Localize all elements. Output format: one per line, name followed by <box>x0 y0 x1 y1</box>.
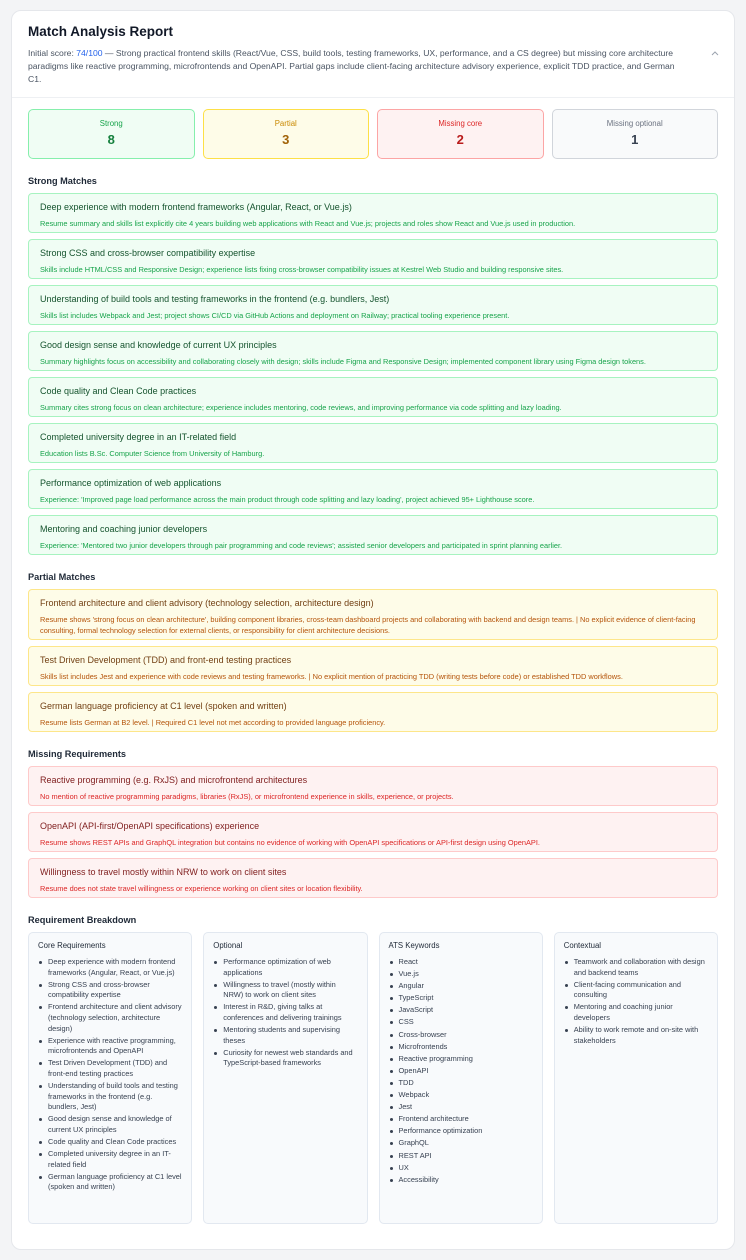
list-item: Curiosity for newest web standards and TypeScript-based frameworks <box>213 1048 357 1069</box>
strong-match-item <box>28 377 718 417</box>
match-title: Performance optimization of web applications <box>40 478 222 488</box>
match-title: Test Driven Development (TDD) and front-end testing practices <box>40 655 292 665</box>
report-summary <box>28 47 718 86</box>
strong-match-item <box>28 331 718 371</box>
core-requirements-list <box>38 957 182 1193</box>
keyword-item: TDD <box>389 1078 533 1089</box>
keyword-item: GraphQL <box>389 1138 533 1149</box>
keyword-item: Jest <box>389 1102 533 1113</box>
match-title: Willingness to travel mostly within NRW to work on client sites <box>40 867 287 877</box>
missing-requirements-heading: Missing Requirements <box>28 749 127 759</box>
list-item: Experience with reactive programming, microfrontends and OpenAPI <box>38 1036 182 1057</box>
keyword-item: Cross-browser <box>389 1030 533 1041</box>
stat-strong-value: 8 <box>107 132 115 147</box>
strong-match-item <box>28 515 718 555</box>
summary-text: — Strong practical frontend skills (React/Vue, CSS, build tools, testing frameworks, UX, performance, and a CS degree) but missing core architecture paradigms like reactive programming, microfrontends and OpenAPI. Partial gaps include client-facing architecture advisory experience, explicit TDD practice, and German C1. <box>28 48 675 84</box>
score-prefix: Initial score: <box>28 48 77 58</box>
keyword-item: Webpack <box>389 1090 533 1101</box>
requirement-breakdown <box>28 932 718 1224</box>
stat-missing-core-label: Missing core <box>438 119 483 128</box>
missing-requirement-item <box>28 858 718 898</box>
keyword-item: React <box>389 957 533 968</box>
ats-keywords-list <box>389 957 533 1185</box>
list-item: Good design sense and knowledge of current UX principles <box>38 1114 182 1135</box>
list-item: Frontend architecture and client advisory (technology selection, architecture design) <box>38 1002 182 1034</box>
keyword-item: Performance optimization <box>389 1126 533 1137</box>
list-item: Mentoring students and supervising theses <box>213 1025 357 1046</box>
match-desc: Skills list includes Webpack and Jest; project shows CI/CD via GitHub Actions and deployment on Railway; practical tooling experience present. <box>40 311 510 320</box>
list-item: Mentoring and coaching junior developers <box>564 1002 708 1023</box>
stats-row <box>28 109 718 159</box>
partial-match-item <box>28 589 718 640</box>
keyword-item: Vue.js <box>389 969 533 980</box>
partial-match-item <box>28 692 718 732</box>
core-requirements-panel <box>28 932 192 1224</box>
contextual-panel <box>554 932 718 1224</box>
missing-requirements-list <box>28 766 718 898</box>
chevron-up-icon[interactable] <box>710 49 720 59</box>
keyword-item: Angular <box>389 981 533 992</box>
keyword-item: CSS <box>389 1017 533 1028</box>
list-item: Strong CSS and cross-browser compatibility expertise <box>38 980 182 1001</box>
match-title: Mentoring and coaching junior developers <box>40 524 208 534</box>
missing-requirement-item <box>28 766 718 806</box>
match-desc: Resume shows 'strong focus on clean architecture', building component libraries, cross-team dashboard projects and collaborating with backend and design teams. | No explicit evidence of client-facing consulting, formal technology selection for external clients, or responsibility for client architecture decisions. <box>40 615 696 636</box>
match-desc: Skills list includes Jest and experience with code reviews and testing frameworks. | No explicit mention of practicing TDD (writing tests before code) or established TDD workflows. <box>40 672 623 681</box>
match-title: Frontend architecture and client advisory (technology selection, architecture design) <box>40 598 374 608</box>
stat-missing-optional-label: Missing optional <box>606 119 663 128</box>
report-header[interactable] <box>12 11 734 98</box>
keyword-item: REST API <box>389 1151 533 1162</box>
match-desc: Resume does not state travel willingness or experience working on client sites or location flexibility. <box>40 884 363 893</box>
keyword-item: Accessibility <box>389 1175 533 1186</box>
stat-missing-optional-value: 1 <box>631 132 639 147</box>
match-title: German language proficiency at C1 level (spoken and written) <box>40 701 287 711</box>
list-item: Deep experience with modern frontend frameworks (Angular, React, or Vue.js) <box>38 957 182 978</box>
strong-matches-list <box>28 193 718 555</box>
stat-missing-optional <box>552 109 719 159</box>
stat-partial-label: Partial <box>274 119 297 128</box>
keyword-item: JavaScript <box>389 1005 533 1016</box>
match-desc: Summary cites strong focus on clean architecture; experience includes mentoring, code reviews, and improving performance via code splitting and lazy loading. <box>40 403 562 412</box>
list-item: Interest in R&D, giving talks at conferences and delivering trainings <box>213 1002 357 1023</box>
strong-match-item <box>28 469 718 509</box>
match-desc: Experience: 'Improved page load performance across the main product through code splitting and lazy loading', project achieved 95+ Lighthouse score. <box>40 495 535 504</box>
report-title: Match Analysis Report <box>28 24 174 39</box>
strong-match-item <box>28 423 718 463</box>
match-desc: Summary highlights focus on accessibility and collaborating closely with design; skills include Figma and Responsive Design; implemented component library using Figma design tokens. <box>40 357 646 366</box>
match-title: OpenAPI (API-first/OpenAPI specifications) experience <box>40 821 260 831</box>
ats-keywords-title: ATS Keywords <box>388 941 440 950</box>
list-item: Understanding of build tools and testing frameworks in the frontend (e.g. bundlers, Jest) <box>38 1081 182 1113</box>
match-desc: Skills include HTML/CSS and Responsive Design; experience lists fixing cross-browser compatibility issues at Kestrel Web Studio and building responsive sites. <box>40 265 564 274</box>
match-title: Completed university degree in an IT-related field <box>40 432 237 442</box>
keyword-item: TypeScript <box>389 993 533 1004</box>
keyword-item: Reactive programming <box>389 1054 533 1065</box>
optional-list <box>213 957 357 1069</box>
core-requirements-title: Core Requirements <box>38 941 106 950</box>
list-item: Performance optimization of web applications <box>213 957 357 978</box>
match-analysis-card <box>11 10 735 1250</box>
list-item: Ability to work remote and on-site with stakeholders <box>564 1025 708 1046</box>
partial-matches-list <box>28 589 718 732</box>
list-item: German language proficiency at C1 level (spoken and written) <box>38 1172 182 1193</box>
report-body <box>12 98 734 1224</box>
ats-keywords-panel <box>379 932 543 1224</box>
contextual-title: Contextual <box>563 941 602 950</box>
list-item: Completed university degree in an IT-related field <box>38 1149 182 1170</box>
list-item: Code quality and Clean Code practices <box>38 1137 182 1148</box>
strong-matches-heading: Strong Matches <box>28 176 97 186</box>
match-title: Reactive programming (e.g. RxJS) and microfrontend architectures <box>40 775 308 785</box>
list-item: Willingness to travel (mostly within NRW) to work on client sites <box>213 980 357 1001</box>
match-title: Code quality and Clean Code practices <box>40 386 197 396</box>
score-value: 74/100 <box>76 48 103 58</box>
stat-missing-core <box>377 109 544 159</box>
match-desc: Resume lists German at B2 level. | Required C1 level not met according to provided language proficiency. <box>40 718 386 727</box>
match-desc: Resume shows REST APIs and GraphQL integration but contains no evidence of working with OpenAPI specifications or API-first design using OpenAPI. <box>40 838 540 847</box>
contextual-list <box>564 957 708 1046</box>
stat-partial-value: 3 <box>282 132 290 147</box>
strong-match-item <box>28 285 718 325</box>
keyword-item: OpenAPI <box>389 1066 533 1077</box>
stat-strong <box>28 109 195 159</box>
optional-panel <box>203 932 367 1224</box>
match-desc: No mention of reactive programming paradigms, libraries (RxJS), or microfrontend experience in skills, experience, or projects. <box>40 792 454 801</box>
match-desc: Education lists B.Sc. Computer Science from University of Hamburg. <box>40 449 265 458</box>
match-title: Good design sense and knowledge of current UX principles <box>40 340 277 350</box>
requirement-breakdown-heading: Requirement Breakdown <box>28 915 137 925</box>
match-desc: Experience: 'Mentored two junior developers through pair programming and code reviews'; assisted senior developers and participated in sprint planning earlier. <box>40 541 563 550</box>
strong-match-item <box>28 193 718 233</box>
partial-matches-heading: Partial Matches <box>28 572 96 582</box>
stat-strong-label: Strong <box>99 119 123 128</box>
optional-title: Optional <box>213 941 243 950</box>
keyword-item: Frontend architecture <box>389 1114 533 1125</box>
stat-missing-core-value: 2 <box>456 132 464 147</box>
match-title: Deep experience with modern frontend frameworks (Angular, React, or Vue.js) <box>40 202 352 212</box>
list-item: Teamwork and collaboration with design and backend teams <box>564 957 708 978</box>
keyword-item: UX <box>389 1163 533 1174</box>
match-title: Understanding of build tools and testing frameworks in the frontend (e.g. bundlers, Jest) <box>40 294 390 304</box>
list-item: Client-facing communication and consulting <box>564 980 708 1001</box>
match-title: Strong CSS and cross-browser compatibility expertise <box>40 248 256 258</box>
partial-match-item <box>28 646 718 686</box>
list-item: Test Driven Development (TDD) and front-end testing practices <box>38 1058 182 1079</box>
missing-requirement-item <box>28 812 718 852</box>
stat-partial <box>203 109 370 159</box>
match-desc: Resume summary and skills list explicitly cite 4 years building web applications with React and Vue.js; projects and roles show React and Vue.js used in production. <box>40 219 576 228</box>
strong-match-item <box>28 239 718 279</box>
keyword-item: Microfrontends <box>389 1042 533 1053</box>
